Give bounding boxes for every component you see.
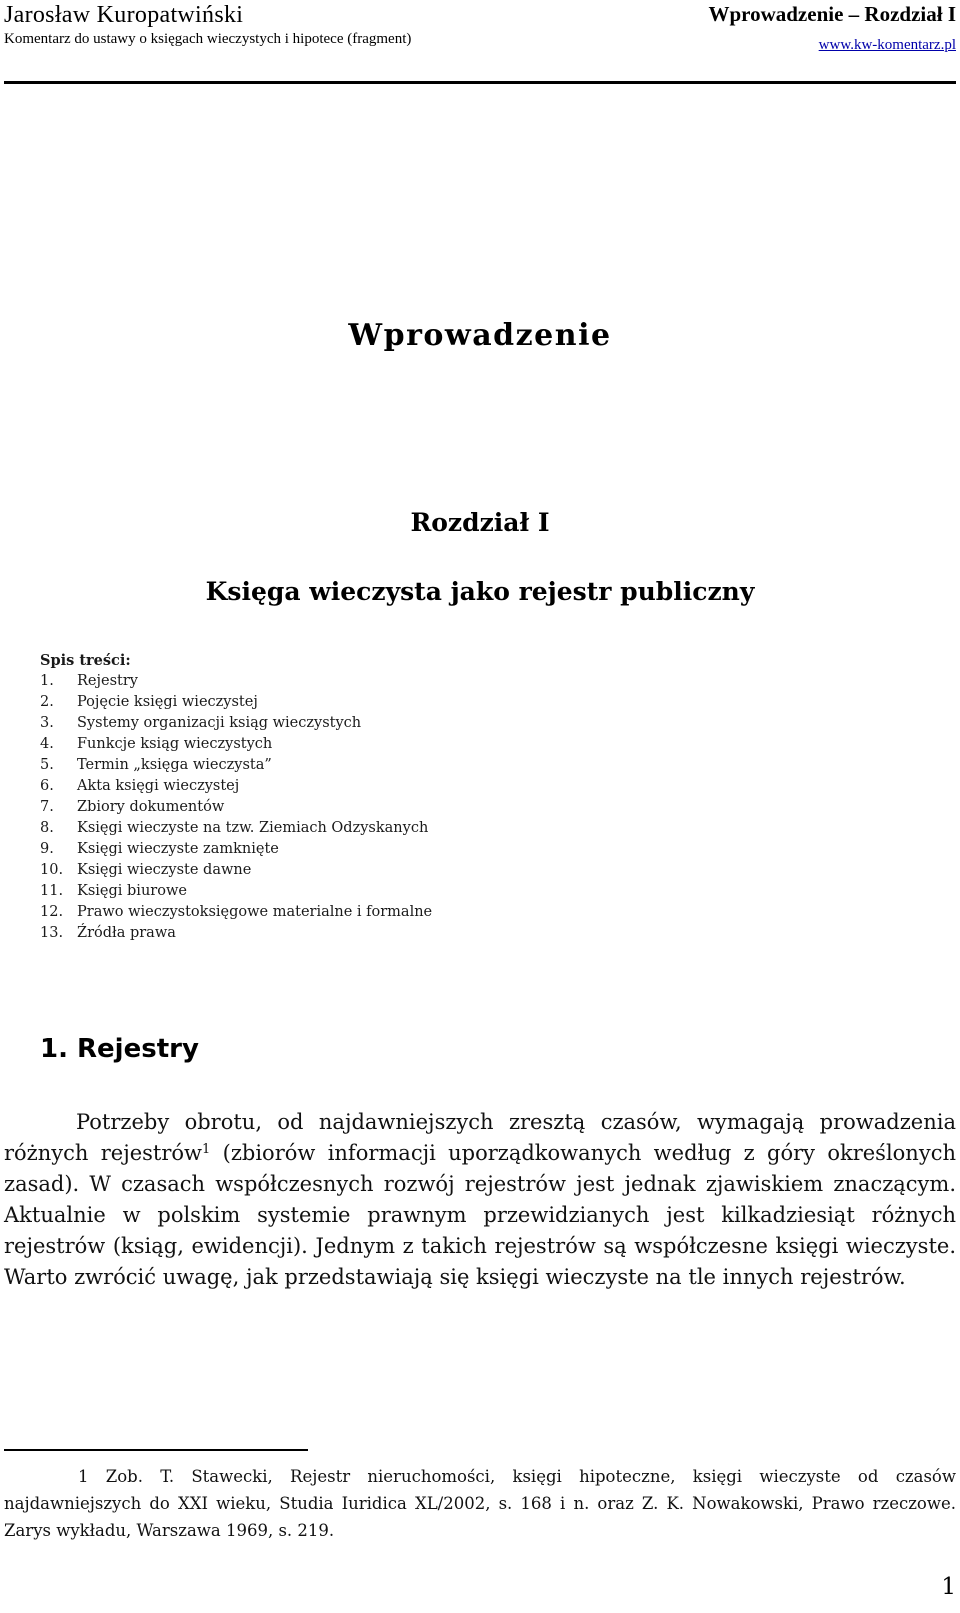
toc-item-label: Akta księgi wieczystej xyxy=(77,778,240,794)
toc-item-label: Księgi wieczyste dawne xyxy=(77,862,252,878)
toc-item-number: 6. xyxy=(40,778,54,794)
body-paragraph xyxy=(4,1107,956,1293)
toc-item xyxy=(40,881,640,902)
document-subtitle: Komentarz do ustawy o księgach wieczystych i hipotece (fragment) xyxy=(4,31,412,47)
footnote-reference[interactable]: 1 xyxy=(202,1142,211,1157)
toc-item-number: 4. xyxy=(40,736,54,752)
toc-item xyxy=(40,923,640,944)
table-of-contents xyxy=(40,650,640,944)
toc-item-number: 11. xyxy=(40,883,64,899)
toc-item xyxy=(40,776,640,797)
footnote-divider xyxy=(4,1449,308,1451)
toc-item-number: 10. xyxy=(40,862,64,878)
toc-item-number: 5. xyxy=(40,757,54,773)
toc-item-number: 3. xyxy=(40,715,54,731)
page-number: 1 xyxy=(941,1574,956,1600)
page-header xyxy=(4,0,956,88)
toc-item-label: Zbiory dokumentów xyxy=(77,799,225,815)
chapter-title: Księga wieczysta jako rejestr publiczny xyxy=(205,577,755,606)
toc-item xyxy=(40,839,640,860)
toc-heading: Spis treści: xyxy=(40,652,131,669)
toc-item xyxy=(40,818,640,839)
toc-item-label: Księgi biurowe xyxy=(77,883,187,899)
toc-item-number: 12. xyxy=(40,904,64,920)
toc-item-number: 13. xyxy=(40,925,64,941)
toc-item-label: Prawo wieczystoksięgowe materialne i formalne xyxy=(77,904,433,920)
toc-item-number: 2. xyxy=(40,694,54,710)
header-divider xyxy=(4,81,956,84)
toc-item-number: 1. xyxy=(40,673,54,689)
part-title: Wprowadzenie xyxy=(348,318,612,353)
toc-item-label: Źródła prawa xyxy=(77,925,176,941)
toc-item-label: Rejestry xyxy=(77,673,138,689)
paragraph-text: Potrzeby obrotu, od najdawniejszych zresztą czasów, wymagają prowadzenia różnych rejestrów xyxy=(4,1110,956,1165)
running-title: Wprowadzenie – Rozdział I xyxy=(708,2,956,26)
chapter-label: Rozdział I xyxy=(410,508,550,537)
footnote-text: Zob. T. Stawecki, Rejestr nieruchomości, księgi hipoteczne, księgi wieczyste od czasów najdawniejszych do XXI wieku, Studia Iuridica XL/2002, s. 168 i n. oraz Z. K. Nowakowski, Prawo rzeczowe. Zarys wykładu, Warszawa 1969, s. 219. xyxy=(4,1467,956,1540)
toc-item-label: Księgi wieczyste na tzw. Ziemiach Odzyskanych xyxy=(77,820,429,836)
toc-item-label: Funkcje ksiąg wieczystych xyxy=(77,736,273,752)
author-name: Jarosław Kuropatwiński xyxy=(4,2,244,28)
section-heading: 1. Rejestry xyxy=(40,1034,199,1064)
footnote xyxy=(4,1463,956,1544)
toc-item-number: 9. xyxy=(40,841,54,857)
toc-item xyxy=(40,797,640,818)
toc-item xyxy=(40,755,640,776)
toc-item-label: Księgi wieczyste zamknięte xyxy=(77,841,279,857)
toc-item xyxy=(40,860,640,881)
paragraph-text-continued: (zbiorów informacji uporządkowanych według z góry określonych zasad). W czasach współczesnych rozwój rejestrów jest jednak zjawiskiem znaczącym. Aktualnie w polskim systemie prawnym przewidzianych jest kilkadziesiąt różnych rejestrów (ksiąg, ewidencji). Jednym z takich rejestrów są współczesne księgi wieczyste. Warto zwrócić uwagę, jak przedstawiają się księgi wieczyste na tle innych rejestrów. xyxy=(4,1141,956,1289)
toc-list xyxy=(40,671,640,944)
footnote-marker: 1 xyxy=(78,1467,89,1486)
toc-item xyxy=(40,902,640,923)
toc-item xyxy=(40,671,640,692)
toc-item-number: 8. xyxy=(40,820,54,836)
toc-item-label: Systemy organizacji ksiąg wieczystych xyxy=(77,715,362,731)
toc-item-label: Pojęcie księgi wieczystej xyxy=(77,694,258,710)
toc-item xyxy=(40,734,640,755)
website-link[interactable]: www.kw-komentarz.pl xyxy=(818,37,956,53)
toc-item-number: 7. xyxy=(40,799,54,815)
toc-item xyxy=(40,713,640,734)
toc-item xyxy=(40,692,640,713)
toc-item-label: Termin „księga wieczysta” xyxy=(77,757,272,773)
